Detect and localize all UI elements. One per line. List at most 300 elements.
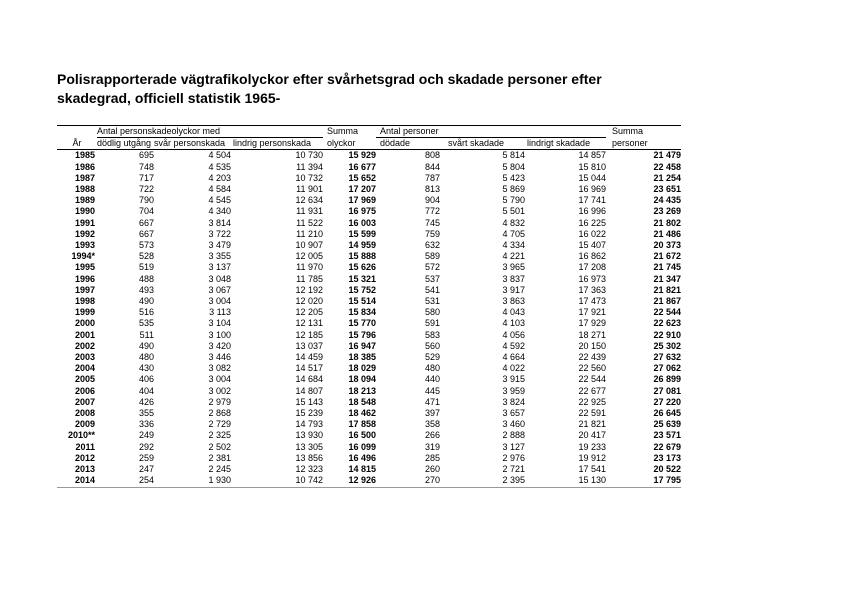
- table-cell: 516: [138, 307, 154, 318]
- table-cell: 5 804: [502, 161, 526, 172]
- table-cell: 21 802: [653, 217, 682, 228]
- table-cell: 18 548: [348, 396, 377, 407]
- table-row: [57, 296, 681, 307]
- table-cell: 1998: [74, 296, 95, 307]
- table-cell: 717: [138, 172, 154, 183]
- table-cell: 5 501: [502, 206, 526, 217]
- table-cell: 2011: [75, 441, 95, 452]
- table-cell: 25 639: [653, 419, 682, 430]
- table-cell: 573: [138, 240, 154, 251]
- table-cell: 23 173: [653, 452, 682, 463]
- table-cell: 15 143: [295, 396, 324, 407]
- table-cell: 1985: [74, 150, 95, 161]
- table-cell: 528: [138, 251, 154, 262]
- table-cell: 15 514: [348, 296, 377, 307]
- table-cell: 14 459: [295, 352, 324, 363]
- table-cell: 19 912: [578, 452, 607, 463]
- table-cell: 17 208: [578, 262, 607, 273]
- table-cell: 813: [425, 184, 441, 195]
- table-cell: 21 745: [653, 262, 682, 273]
- table-cell: 13 856: [295, 452, 324, 463]
- table-cell: 22 677: [578, 385, 607, 396]
- table-cell: 2013: [74, 464, 95, 475]
- table-cell: 3 722: [208, 228, 231, 239]
- table-cell: 13 305: [295, 441, 324, 452]
- table-cell: 14 959: [348, 240, 377, 251]
- header-row-columns: [57, 138, 681, 150]
- table-cell: 11 931: [296, 206, 324, 217]
- table-cell: 17 207: [348, 184, 377, 195]
- table-cell: 11 210: [296, 228, 324, 239]
- table-cell: 15 929: [348, 150, 377, 161]
- table-cell: 4 504: [208, 150, 231, 161]
- table-cell: 10 730: [295, 150, 324, 161]
- table-cell: 1993: [74, 240, 95, 251]
- table-cell: 4 535: [208, 161, 231, 172]
- table-cell: 4 221: [502, 251, 526, 262]
- table-cell: 21 672: [653, 251, 682, 262]
- table-row: [57, 262, 681, 273]
- page-title: Polisrapporterade vägtrafikolyckor efter svårhetsgrad och skadade personer efter skadegrad, officiell statistik 1965-: [57, 71, 602, 106]
- table-cell: 748: [138, 161, 154, 172]
- table-cell: 12 634: [295, 195, 324, 206]
- table-body: [57, 150, 681, 487]
- table-cell: 25 302: [653, 340, 682, 351]
- col-header-ar: År: [57, 138, 97, 150]
- table-row: [57, 274, 681, 285]
- table-cell: 21 867: [653, 296, 682, 307]
- table-row: [57, 442, 681, 453]
- table-cell: 667: [138, 217, 154, 228]
- table-cell: 3 104: [208, 318, 231, 329]
- table-cell: 27 081: [653, 385, 682, 396]
- table-cell: 1996: [74, 273, 95, 284]
- table-cell: 27 632: [653, 352, 682, 363]
- table-cell: 3 100: [208, 329, 231, 340]
- table-cell: 12 192: [295, 284, 324, 295]
- table-cell: 11 394: [296, 161, 324, 172]
- table-cell: 1989: [74, 195, 95, 206]
- table-cell: 23 651: [653, 184, 682, 195]
- table-cell: 3 446: [208, 352, 231, 363]
- table-cell: 2 888: [502, 430, 526, 441]
- table-cell: 2008: [74, 408, 95, 419]
- table-cell: 12 131: [295, 318, 324, 329]
- table-cell: 2009: [74, 419, 95, 430]
- table-row: [57, 162, 681, 173]
- table-cell: 21 479: [653, 150, 682, 161]
- table-cell: 3 048: [208, 273, 231, 284]
- table-cell: 3 420: [208, 340, 231, 351]
- table-cell: 493: [138, 284, 154, 295]
- table-cell: 2005: [74, 374, 95, 385]
- table-cell: 11 901: [296, 184, 324, 195]
- table-cell: 22 544: [653, 307, 682, 318]
- table-cell: 17 363: [578, 284, 607, 295]
- table-row: [57, 397, 681, 408]
- table-cell: 22 439: [578, 352, 607, 363]
- table-cell: 285: [425, 452, 441, 463]
- table-row: [57, 251, 681, 262]
- table-row: [57, 307, 681, 318]
- table-cell: 16 496: [348, 452, 377, 463]
- table-cell: 2003: [74, 352, 95, 363]
- table-cell: 23 269: [653, 206, 682, 217]
- table-row: [57, 285, 681, 296]
- table-cell: 787: [425, 172, 441, 183]
- table-cell: 5 869: [502, 184, 526, 195]
- table-cell: 490: [138, 296, 154, 307]
- table-row: [57, 453, 681, 464]
- table-cell: 19 233: [578, 441, 607, 452]
- table-cell: 11 522: [296, 217, 324, 228]
- table-cell: 5 423: [502, 172, 526, 183]
- table-cell: 319: [425, 441, 441, 452]
- table-cell: 488: [138, 273, 154, 284]
- table-cell: 3 965: [502, 262, 526, 273]
- table-cell: 15 770: [348, 318, 377, 329]
- table-cell: 2007: [74, 396, 95, 407]
- table-cell: 1 930: [154, 475, 231, 487]
- table-row: [57, 408, 681, 419]
- table-cell: 15 752: [348, 284, 377, 295]
- table-cell: 1995: [74, 262, 95, 273]
- table-cell: 14 857: [578, 150, 607, 161]
- table-cell: 5 790: [502, 195, 526, 206]
- table-row: [57, 475, 681, 487]
- table-cell: 20 417: [578, 430, 607, 441]
- table-cell: 3 837: [502, 273, 526, 284]
- table-row: [57, 218, 681, 229]
- table-cell: 4 545: [208, 195, 231, 206]
- table-cell: 2 245: [208, 464, 231, 475]
- table-cell: 3 863: [502, 296, 526, 307]
- table-cell: 16 099: [348, 441, 377, 452]
- table-cell: 2 381: [208, 452, 231, 463]
- table-cell: 10 907: [295, 240, 324, 251]
- table-cell: 21 821: [578, 419, 607, 430]
- statistics-table: [57, 125, 681, 488]
- table-cell: 3 917: [502, 284, 526, 295]
- table-cell: 4 334: [502, 240, 526, 251]
- table-cell: 16 862: [578, 251, 607, 262]
- table-cell: 12 323: [295, 464, 324, 475]
- table-cell: 15 239: [295, 408, 324, 419]
- table-cell: 15 652: [348, 172, 377, 183]
- table-cell: 531: [425, 296, 441, 307]
- table-cell: 430: [138, 363, 154, 374]
- table-cell: 13 930: [295, 430, 324, 441]
- table-cell: 2006: [74, 385, 95, 396]
- table-cell: 404: [138, 385, 154, 396]
- table-cell: 22 623: [653, 318, 682, 329]
- table-cell: 3 137: [208, 262, 231, 273]
- table-cell: 16 225: [578, 217, 607, 228]
- table-cell: 15 834: [348, 307, 377, 318]
- table-cell: 15 044: [578, 172, 607, 183]
- group-header-summa-personer: Summa: [606, 126, 681, 138]
- table-cell: 589: [425, 251, 441, 262]
- table-cell: 1988: [74, 184, 95, 195]
- table-cell: 4 103: [502, 318, 526, 329]
- table-cell: 247: [138, 464, 154, 475]
- table-cell: 14 793: [295, 419, 324, 430]
- table-cell: 17 921: [578, 307, 607, 318]
- table-cell: 22 458: [653, 161, 682, 172]
- table-cell: 4 340: [208, 206, 231, 217]
- table-cell: 1986: [74, 161, 95, 172]
- col-header-dodlig-utgang: dödlig utgång: [97, 138, 154, 150]
- table-cell: 292: [138, 441, 154, 452]
- table-cell: 20 373: [653, 240, 682, 251]
- table-cell: 12 205: [295, 307, 324, 318]
- table-row: [57, 229, 681, 240]
- table-cell: 1987: [74, 172, 95, 183]
- table-cell: 3 657: [502, 408, 526, 419]
- table-cell: 2012: [74, 452, 95, 463]
- table-cell: 471: [425, 396, 441, 407]
- table-cell: 16 973: [578, 273, 607, 284]
- table-cell: 2 325: [208, 430, 231, 441]
- header-row-groups: [57, 126, 681, 138]
- table-cell: 12 005: [295, 251, 324, 262]
- group-header-summa-olyckor: Summa: [323, 126, 376, 138]
- table-cell: 632: [425, 240, 441, 251]
- table-cell: 1991: [74, 217, 95, 228]
- table-cell: 15 599: [348, 228, 377, 239]
- table-cell: 1992: [74, 228, 95, 239]
- table-cell: 14 684: [295, 374, 324, 385]
- table-cell: 745: [425, 217, 441, 228]
- table-cell: 260: [425, 464, 441, 475]
- table-cell: 2002: [74, 340, 95, 351]
- table-cell: 695: [138, 150, 154, 161]
- table-cell: 22 910: [653, 329, 682, 340]
- table-row: [57, 419, 681, 430]
- table-cell: 1999: [74, 307, 95, 318]
- table-cell: 21 347: [653, 273, 682, 284]
- table-cell: 3 004: [208, 296, 231, 307]
- table-cell: 3 067: [208, 284, 231, 295]
- table-cell: 2014: [57, 475, 97, 487]
- table-cell: 21 821: [653, 284, 682, 295]
- table-cell: 480: [138, 352, 154, 363]
- table-cell: 4 584: [208, 184, 231, 195]
- table-cell: 16 500: [348, 430, 377, 441]
- table-cell: 16 003: [348, 217, 377, 228]
- table-cell: 15 130: [525, 475, 606, 487]
- table-cell: 2 502: [208, 441, 231, 452]
- table-cell: 3 002: [208, 385, 231, 396]
- table-cell: 4 664: [502, 352, 526, 363]
- table-cell: 5 814: [502, 150, 526, 161]
- table-row: [57, 173, 681, 184]
- table-cell: 1994*: [71, 251, 95, 262]
- table-cell: 17 741: [578, 195, 607, 206]
- table-cell: 3 460: [502, 419, 526, 430]
- table-cell: 2 868: [208, 408, 231, 419]
- table-row: [57, 184, 681, 195]
- table-cell: 336: [138, 419, 154, 430]
- table-cell: 808: [425, 150, 441, 161]
- table-cell: 560: [425, 340, 441, 351]
- table-cell: 20 150: [578, 340, 607, 351]
- table-cell: 358: [425, 419, 441, 430]
- table-cell: 12 926: [323, 475, 376, 487]
- table-cell: 16 947: [348, 340, 377, 351]
- table-cell: 3 004: [208, 374, 231, 385]
- table-cell: 3 814: [208, 217, 231, 228]
- table-cell: 26 645: [653, 408, 682, 419]
- table-cell: 20 522: [653, 464, 682, 475]
- table-cell: 3 824: [502, 396, 526, 407]
- table-cell: 249: [138, 430, 154, 441]
- table-cell: 572: [425, 262, 441, 273]
- table-cell: 14 815: [348, 464, 377, 475]
- table-cell: 426: [138, 396, 154, 407]
- table-row: [57, 374, 681, 385]
- table-cell: 16 022: [578, 228, 607, 239]
- table-cell: 22 560: [578, 363, 607, 374]
- table-cell: 18 094: [348, 374, 377, 385]
- table-row: [57, 386, 681, 397]
- table-cell: 3 959: [502, 385, 526, 396]
- table-cell: 844: [425, 161, 441, 172]
- table-cell: 4 056: [502, 329, 526, 340]
- table-row: [57, 352, 681, 363]
- table-cell: 17 858: [348, 419, 377, 430]
- table-cell: 1997: [74, 284, 95, 295]
- table-cell: 15 888: [348, 251, 377, 262]
- table-cell: 17 473: [578, 296, 607, 307]
- table-cell: 2 979: [208, 396, 231, 407]
- table-cell: 270: [376, 475, 440, 487]
- table-cell: 3 113: [209, 307, 231, 318]
- table-cell: 490: [138, 340, 154, 351]
- table-cell: 16 996: [578, 206, 607, 217]
- table-cell: 591: [425, 318, 441, 329]
- table-cell: 511: [139, 329, 154, 340]
- table-cell: 4 203: [208, 172, 231, 183]
- table-cell: 2 395: [440, 475, 525, 487]
- table-cell: 4 705: [502, 228, 526, 239]
- table-row: [57, 206, 681, 217]
- table-cell: 266: [425, 430, 441, 441]
- table-cell: 18 213: [348, 385, 377, 396]
- table-cell: 18 029: [348, 363, 377, 374]
- table-cell: 16 677: [348, 161, 377, 172]
- table-cell: 22 679: [653, 441, 682, 452]
- table-cell: 21 486: [653, 228, 682, 239]
- table-cell: 440: [425, 374, 441, 385]
- col-header-svar-personskada: svår personskada: [154, 138, 231, 150]
- col-header-lindrig-personskada: lindrig personskada: [231, 138, 323, 150]
- table-cell: 2 729: [208, 419, 231, 430]
- table-row: [57, 341, 681, 352]
- table-cell: 445: [425, 385, 441, 396]
- table-cell: 2 976: [502, 452, 526, 463]
- table-cell: 18 462: [348, 408, 377, 419]
- table-cell: 4 022: [502, 363, 526, 374]
- table-cell: 17 969: [348, 195, 377, 206]
- table-cell: 704: [138, 206, 154, 217]
- group-header-personer: Antal personer: [376, 126, 606, 138]
- table-cell: 16 975: [348, 206, 377, 217]
- table-cell: 1990: [74, 206, 95, 217]
- table-cell: 667: [138, 228, 154, 239]
- table-cell: 11 785: [296, 273, 324, 284]
- table-cell: 722: [138, 184, 154, 195]
- table-cell: 15 407: [578, 240, 607, 251]
- table-cell: 3 479: [208, 240, 231, 251]
- table-cell: 537: [425, 273, 441, 284]
- col-header-personer: personer: [606, 138, 681, 150]
- table-cell: 27 220: [653, 396, 682, 407]
- table-cell: 3 355: [208, 251, 231, 262]
- table-cell: 583: [425, 329, 441, 340]
- col-header-lindrigt-skadade: lindrigt skadade: [525, 138, 606, 150]
- table-cell: 12 020: [295, 296, 324, 307]
- table-cell: 27 062: [653, 363, 682, 374]
- table-cell: 15 796: [348, 329, 377, 340]
- table-cell: 2000: [74, 318, 95, 329]
- table-cell: 904: [425, 195, 441, 206]
- table-cell: 4 832: [502, 217, 526, 228]
- table-cell: 759: [425, 228, 441, 239]
- table-cell: 397: [425, 408, 441, 419]
- table-cell: 3 082: [208, 363, 231, 374]
- table-row: [57, 430, 681, 441]
- col-header-svart-skadade: svårt skadade: [440, 138, 525, 150]
- table-cell: 13 037: [295, 340, 324, 351]
- table-cell: 580: [425, 307, 441, 318]
- table-cell: 355: [138, 408, 154, 419]
- table-cell: 12 185: [295, 329, 324, 340]
- group-header-olyckor: Antal personskadeolyckor med: [97, 126, 323, 138]
- table-cell: 23 571: [653, 430, 682, 441]
- table-cell: 4 592: [502, 340, 526, 351]
- table-cell: 21 254: [653, 172, 682, 183]
- table-row: [57, 363, 681, 374]
- table-cell: 22 925: [578, 396, 607, 407]
- table-cell: 14 517: [295, 363, 324, 374]
- table-cell: 14 807: [295, 385, 324, 396]
- table-cell: 15 626: [348, 262, 377, 273]
- table-row: [57, 150, 681, 162]
- table-cell: 16 969: [578, 184, 607, 195]
- table-cell: 17 929: [578, 318, 607, 329]
- table-row: [57, 330, 681, 341]
- table-cell: 18 385: [348, 352, 377, 363]
- table-row: [57, 318, 681, 329]
- table-row: [57, 195, 681, 206]
- table-cell: 17 541: [578, 464, 607, 475]
- table-cell: 3 127: [502, 441, 526, 452]
- table-cell: 790: [138, 195, 154, 206]
- table-cell: 529: [425, 352, 441, 363]
- table-cell: 2010**: [67, 430, 95, 441]
- table-cell: 772: [425, 206, 441, 217]
- table-cell: 535: [138, 318, 154, 329]
- table-cell: 480: [425, 363, 441, 374]
- table-cell: 15 321: [348, 273, 377, 284]
- table-cell: 11 970: [296, 262, 324, 273]
- table-row: [57, 240, 681, 251]
- col-header-olyckor: olyckor: [323, 138, 376, 150]
- table-cell: 10 742: [231, 475, 323, 487]
- table-cell: 18 271: [578, 329, 607, 340]
- table-cell: 2001: [74, 329, 95, 340]
